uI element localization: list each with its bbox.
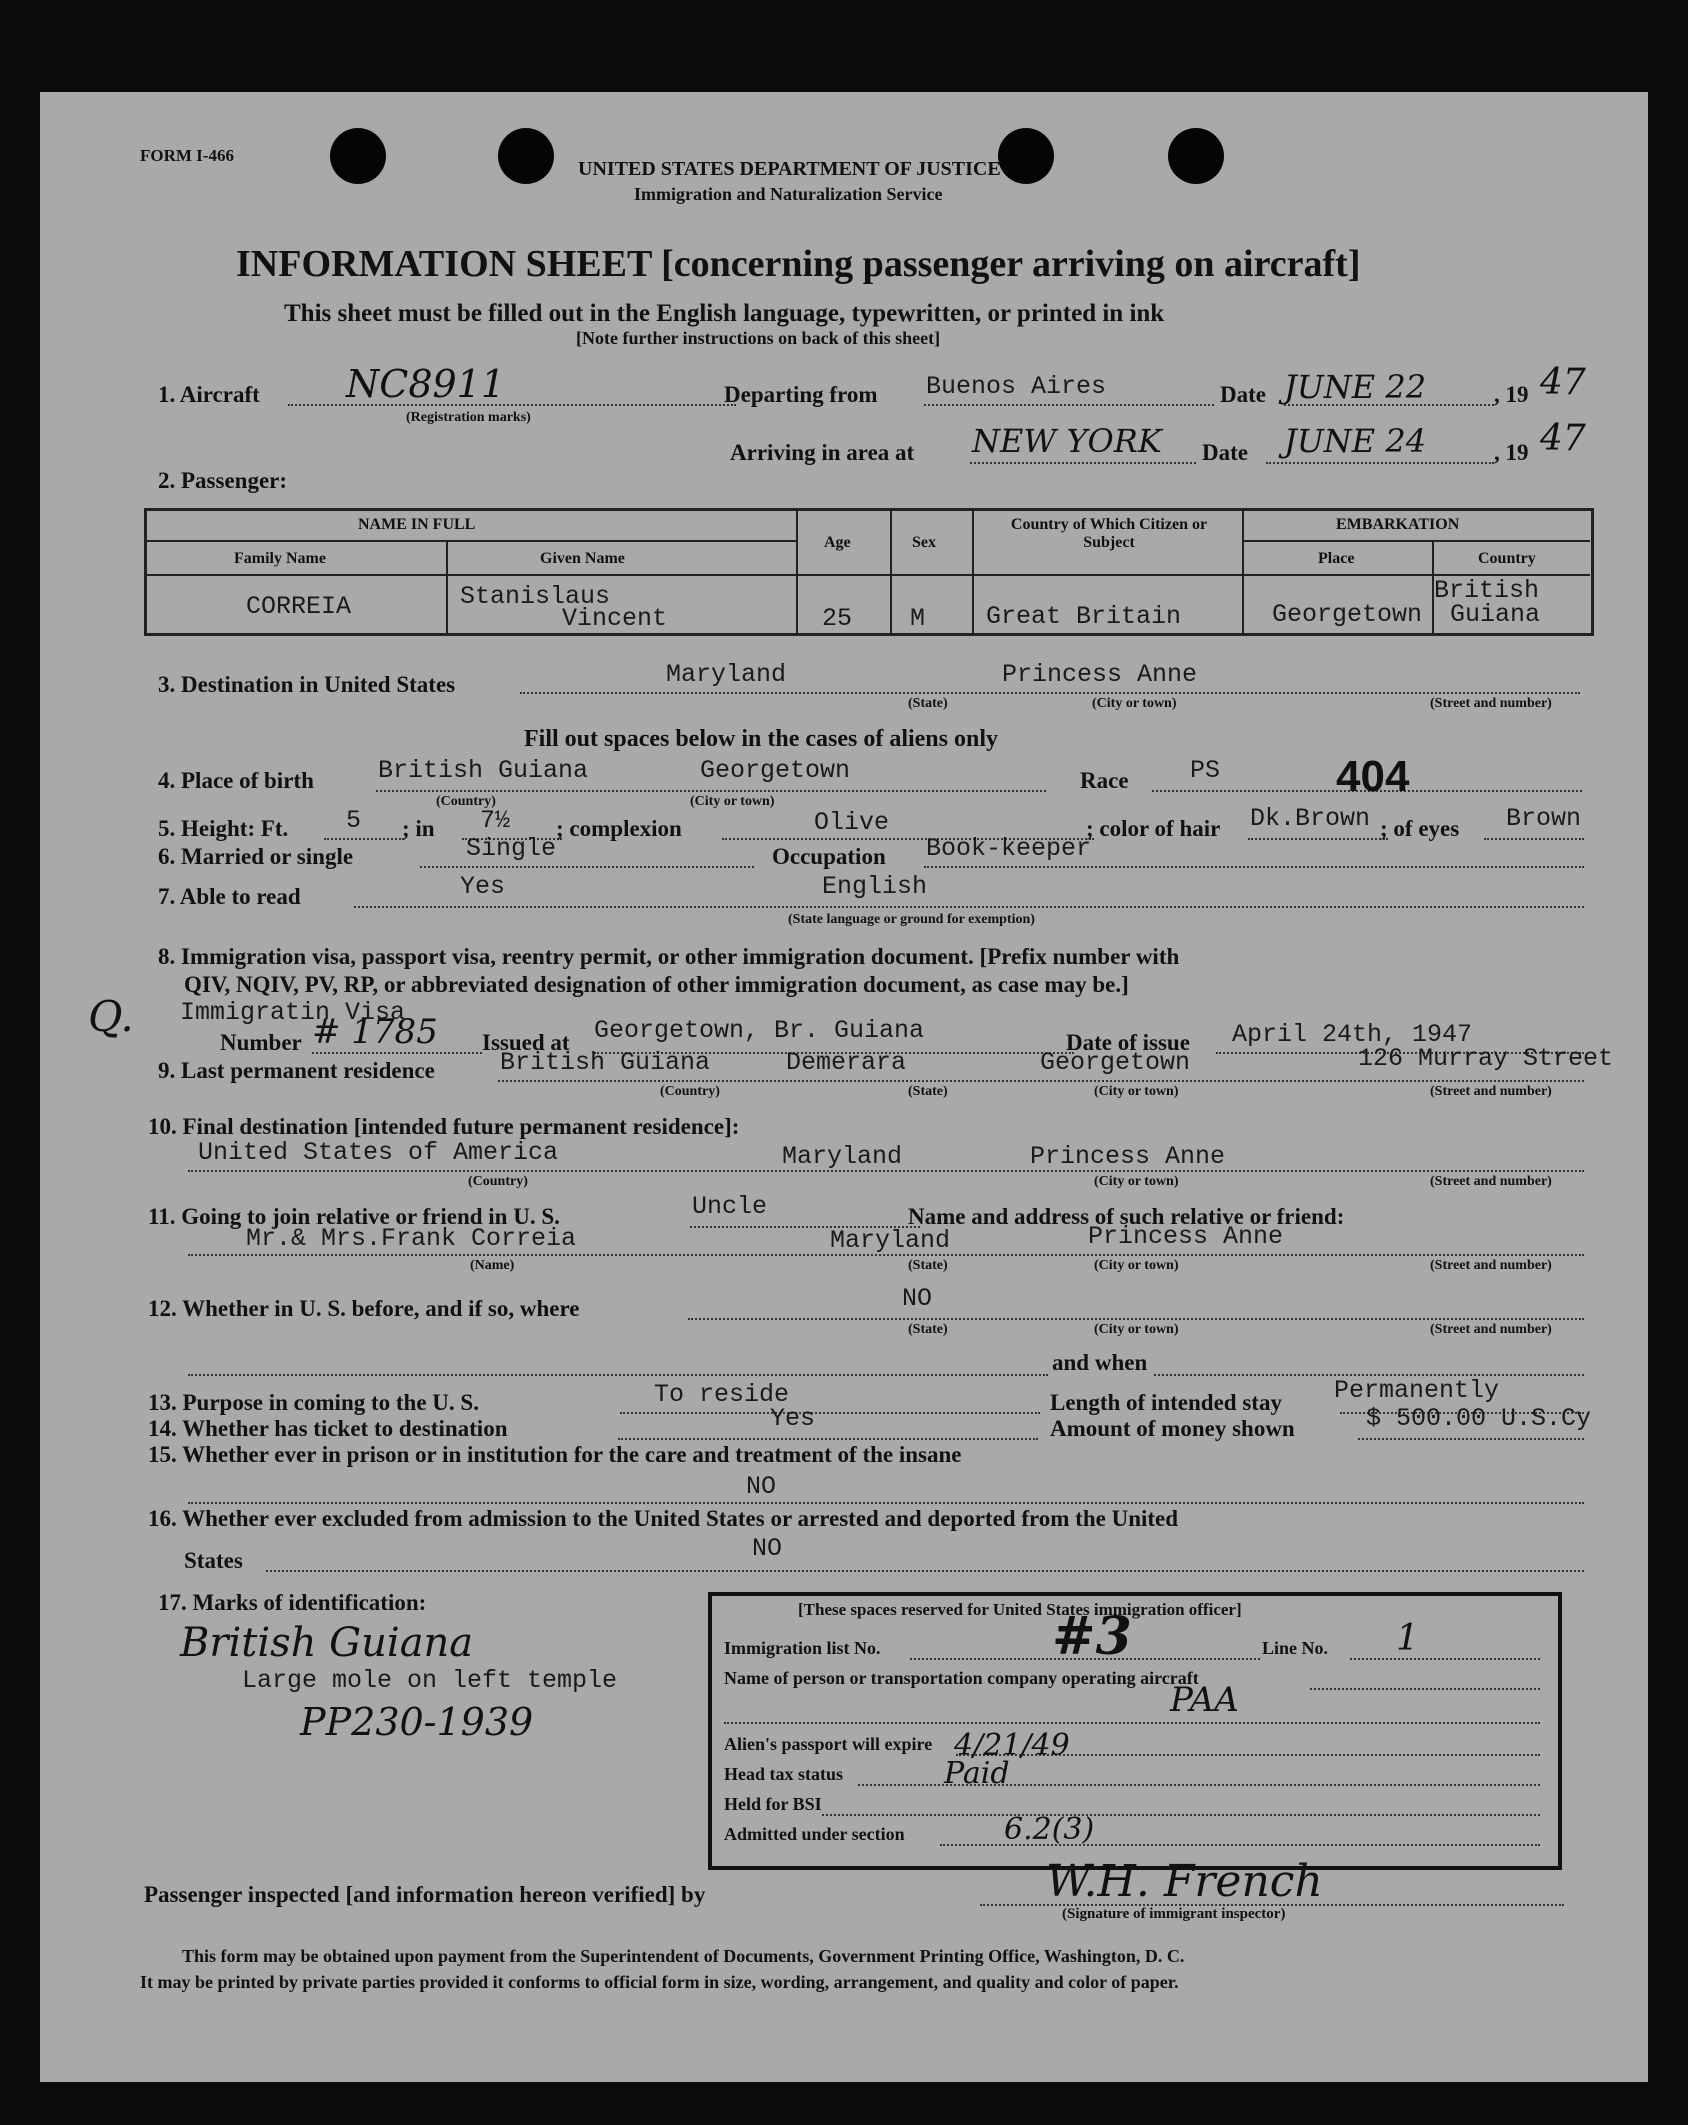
footer-line-2: It may be printed by private parties provided it conforms to official form in size, wording, arrangement, and quality and color of paper.: [140, 1972, 1179, 1992]
embarkation-country-2: Guiana: [1450, 600, 1541, 629]
final-destination-label: 10. Final destination [intended future permanent residence]:: [148, 1114, 740, 1139]
form-number: FORM I-466: [140, 146, 234, 165]
header-given-name: Given Name: [540, 550, 625, 567]
purpose-value: To reside: [654, 1380, 790, 1409]
ticket-label: 14. Whether has ticket to destination: [148, 1416, 508, 1441]
punch-hole: [498, 128, 554, 184]
last-residence-street: 126 Murray Street: [1358, 1044, 1614, 1073]
last-residence-label: 9. Last permanent residence: [158, 1058, 435, 1083]
caption-city: (City or town): [690, 794, 775, 809]
and-when-label: and when: [1052, 1350, 1148, 1375]
prior-visit-value: NO: [902, 1284, 933, 1313]
instruction-text: This sheet must be filled out in the English language, typewritten, or printed in ink: [284, 300, 1165, 327]
relative-city: Princess Anne: [1088, 1222, 1284, 1251]
departure-date: JUNE 22: [1284, 368, 1427, 406]
eyes-label: ; of eyes: [1380, 816, 1460, 841]
identification-handwritten-2: PP230-1939: [300, 1700, 534, 1744]
admitted-section-value: 6.2(3): [1004, 1812, 1095, 1847]
company-label: Name of person or transportation company operating aircraft: [724, 1668, 1199, 1688]
read-language: English: [822, 872, 928, 901]
inspector-signature: W.H. French: [1046, 1856, 1323, 1907]
document-label-line1: 8. Immigration visa, passport visa, reentry permit, or other immigration document. [Prefix number with: [158, 944, 1180, 969]
caption-city: (City or town): [1094, 1174, 1179, 1189]
last-residence-country: British Guiana: [500, 1048, 711, 1077]
arrival-year: 47: [1540, 418, 1586, 459]
caption-street: (Street and number): [1430, 1258, 1552, 1273]
company-value: PAA: [1170, 1680, 1239, 1720]
departure-year: 47: [1540, 362, 1586, 403]
caption-state-language: (State language or ground for exemption): [788, 912, 1035, 927]
aircraft-value: NC8911: [346, 362, 506, 406]
aircraft-label: 1. Aircraft: [158, 382, 260, 407]
prior-visit-label: 12. Whether in U. S. before, and if so, where: [148, 1296, 580, 1321]
document-type: Immigratin Visa: [180, 998, 406, 1027]
stamp-number: 404: [1336, 752, 1410, 801]
caption-state: (State): [908, 1258, 948, 1273]
sex: M: [910, 604, 926, 633]
caption-country: (Country): [468, 1174, 528, 1189]
caption-city: (City or town): [1094, 1084, 1179, 1099]
citizen-country: Great Britain: [986, 602, 1182, 631]
stay-label: Length of intended stay: [1050, 1390, 1282, 1415]
caption-country: (Country): [660, 1084, 720, 1099]
race-value: PS: [1190, 756, 1221, 785]
complexion-label: ; complexion: [556, 816, 682, 841]
birth-country: British Guiana: [378, 756, 589, 785]
date-of-issue: April 24th, 1947: [1232, 1020, 1473, 1049]
race-label: Race: [1080, 768, 1129, 793]
destination-state: Maryland: [666, 660, 787, 689]
caption-name: (Name): [470, 1258, 515, 1273]
height-inches: 7½: [480, 806, 511, 835]
birthplace-label: 4. Place of birth: [158, 768, 314, 793]
caption-state: (State): [908, 1322, 948, 1337]
header-family-name: Family Name: [234, 550, 326, 567]
age: 25: [822, 604, 853, 633]
caption-street: (Street and number): [1430, 1322, 1552, 1337]
arriving-value: NEW YORK: [972, 422, 1162, 460]
header-embarkation-country: Country: [1478, 550, 1536, 567]
date-label: Date: [1202, 440, 1248, 465]
punch-hole: [330, 128, 386, 184]
head-tax-label: Head tax status: [724, 1764, 844, 1784]
instruction-note: [Note further instructions on back of this sheet]: [576, 328, 941, 348]
identification-typed: Large mole on left temple: [242, 1666, 618, 1695]
header-embarkation: EMBARKATION: [1336, 516, 1460, 533]
prison-label: 15. Whether ever in prison or in institution for the care and treatment of the insane: [148, 1442, 962, 1467]
registration-marks-caption: (Registration marks): [406, 410, 531, 425]
destination-city: Princess Anne: [1002, 660, 1198, 689]
money-label: Amount of money shown: [1050, 1416, 1295, 1441]
embarkation-place: Georgetown: [1272, 600, 1423, 629]
passport-expire-label: Alien's passport will expire: [724, 1734, 933, 1754]
married-value: Single: [466, 834, 557, 863]
height-feet: 5: [346, 806, 362, 835]
married-label: 6. Married or single: [158, 844, 354, 869]
birth-city: Georgetown: [700, 756, 851, 785]
header-sex: Sex: [912, 534, 936, 551]
caption-city: (City or town): [1094, 1258, 1179, 1273]
footer-line-1: This form may be obtained upon payment from the Superintendent of Documents, Government Printing Office, Washington, D. C.: [182, 1946, 1185, 1966]
last-residence-state: Demerara: [786, 1048, 907, 1077]
excluded-value: NO: [752, 1534, 783, 1563]
relative-state: Maryland: [830, 1226, 951, 1255]
caption-signature: (Signature of immigrant inspector): [1062, 1906, 1286, 1922]
arriving-label: Arriving in area at: [730, 440, 915, 465]
passport-expire-value: 4/21/49: [954, 1728, 1070, 1763]
punch-hole: [998, 128, 1054, 184]
final-state: Maryland: [782, 1142, 903, 1171]
list-no-label: Immigration list No.: [724, 1638, 881, 1658]
inches-label: ; in: [402, 816, 435, 841]
excluded-label-1: 16. Whether ever excluded from admission to the United States or arrested and deported from the United: [148, 1506, 1179, 1531]
money-value: $ 500.00 U.S.Cy: [1366, 1404, 1592, 1433]
issued-value: Georgetown, Br. Guiana: [594, 1016, 925, 1045]
header-citizen-country: Country of Which Citizen or Subject: [1010, 516, 1208, 551]
line-no-value: 1: [1396, 1618, 1419, 1659]
head-tax-value: Paid: [944, 1756, 1010, 1791]
department-name: UNITED STATES DEPARTMENT OF JUSTICE: [578, 158, 1001, 180]
complexion-value: Olive: [814, 808, 890, 837]
arrival-date: JUNE 24: [1284, 422, 1427, 460]
document-label-line2: QIV, NQIV, PV, RP, or abbreviated designation of other immigration document, as case may be.]: [184, 972, 1129, 997]
inspected-label: Passenger inspected [and information hereon verified] by: [144, 1882, 706, 1907]
document-number: # 1785: [312, 1012, 438, 1052]
purpose-label: 13. Purpose in coming to the U. S.: [148, 1390, 479, 1415]
aliens-heading: Fill out spaces below in the cases of aliens only: [524, 726, 999, 752]
excluded-label-2: States: [184, 1548, 243, 1573]
identification-handwritten-1: British Guiana: [180, 1620, 474, 1666]
header-name-in-full: NAME IN FULL: [358, 516, 476, 533]
admitted-section-label: Admitted under section: [724, 1824, 905, 1844]
hair-label: ; color of hair: [1086, 816, 1221, 841]
hair-value: Dk.Brown: [1250, 804, 1371, 833]
year-prefix: , 19: [1494, 440, 1529, 465]
ticket-value: Yes: [770, 1404, 816, 1433]
list-no-value: #3: [1052, 1606, 1132, 1667]
relation-value: Uncle: [692, 1192, 768, 1221]
embarkation-country-1: British: [1434, 576, 1540, 605]
number-label: Number: [220, 1030, 302, 1055]
final-city: Princess Anne: [1030, 1142, 1226, 1171]
punch-hole: [1168, 128, 1224, 184]
departing-label: Departing from: [724, 382, 878, 407]
given-name-1: Stanislaus: [460, 582, 611, 611]
bsi-label: Held for BSI: [724, 1794, 822, 1814]
page-title: INFORMATION SHEET [concerning passenger arriving on aircraft]: [236, 243, 1361, 285]
eyes-value: Brown: [1506, 804, 1582, 833]
last-residence-city: Georgetown: [1040, 1048, 1191, 1077]
caption-street: (Street and number): [1430, 696, 1552, 711]
date-of-issue-label: Date of issue: [1066, 1030, 1190, 1055]
departing-value: Buenos Aires: [926, 372, 1107, 401]
caption-street: (Street and number): [1430, 1084, 1552, 1099]
year-prefix: , 19: [1494, 382, 1529, 407]
stay-value: Permanently: [1334, 1376, 1500, 1405]
form-sheet: [40, 92, 1648, 2082]
relative-name: Mr.& Mrs.Frank Correia: [246, 1224, 577, 1253]
given-name-2: Vincent: [562, 604, 668, 633]
join-relative-label: 11. Going to join relative or friend in U. S.: [148, 1204, 560, 1229]
identification-label: 17. Marks of identification:: [158, 1590, 427, 1615]
header-place: Place: [1318, 550, 1355, 567]
occupation-value: Book-keeper: [926, 834, 1092, 863]
final-country: United States of America: [198, 1138, 559, 1167]
prison-value: NO: [746, 1472, 777, 1501]
caption-state: (State): [908, 1084, 948, 1099]
caption-city: (City or town): [1092, 696, 1177, 711]
read-value: Yes: [460, 872, 506, 901]
read-label: 7. Able to read: [158, 884, 301, 909]
service-name: Immigration and Naturalization Service: [634, 184, 943, 204]
issued-label: Issued at: [482, 1030, 570, 1055]
date-label: Date: [1220, 382, 1266, 407]
line-no-label: Line No.: [1262, 1638, 1329, 1658]
caption-country: (Country): [436, 794, 496, 809]
family-name: CORREIA: [246, 592, 352, 621]
height-label: 5. Height: Ft.: [158, 816, 289, 841]
passenger-label: 2. Passenger:: [158, 468, 288, 493]
header-age: Age: [824, 534, 851, 551]
document-prefix: Q.: [88, 992, 134, 1041]
destination-label: 3. Destination in United States: [158, 672, 456, 697]
occupation-label: Occupation: [772, 844, 886, 869]
relative-address-label: Name and address of such relative or friend:: [908, 1204, 1345, 1229]
caption-street: (Street and number): [1430, 1174, 1552, 1189]
caption-state: (State): [908, 696, 948, 711]
officer-box-header: [These spaces reserved for United States immigration officer]: [798, 1600, 1242, 1619]
caption-city: (City or town): [1094, 1322, 1179, 1337]
